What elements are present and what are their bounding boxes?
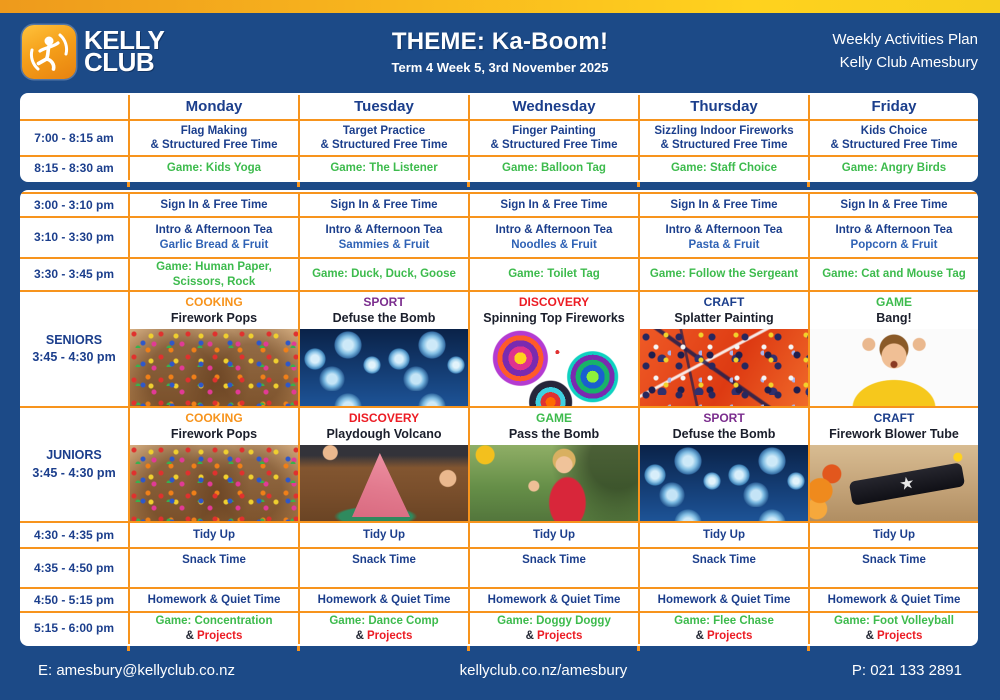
morning-table	[20, 93, 978, 182]
homework-cell: Homework & Quiet Time	[808, 587, 978, 611]
schedule-cell: Sizzling Indoor Fireworks & Structured Free Time	[638, 119, 808, 155]
website-url: kellyclub.co.nz/amesbury	[459, 662, 628, 679]
activity-cell: GAME Bang!	[808, 290, 978, 406]
schedule-cell: Kids Choice & Structured Free Time	[808, 119, 978, 155]
tidy-cell: Tidy Up	[638, 521, 808, 547]
homework-cell: Homework & Quiet Time	[638, 587, 808, 611]
afternoon-table-wrap	[20, 190, 978, 646]
activity-cell: CRAFT Firework Blower Tube ★	[808, 406, 978, 521]
game-cell: Game: Toilet Tag	[468, 257, 638, 290]
time-label: 7:00 - 8:15 am	[20, 119, 128, 155]
evening-game-cell: Game: Flee Chase & Projects	[638, 611, 808, 644]
plan-title: Weekly Activities Plan	[832, 31, 978, 48]
tidy-cell: Tidy Up	[808, 521, 978, 547]
theme-block	[391, 28, 608, 75]
activity-cell: COOKING Firework Pops	[128, 406, 298, 521]
game-cell: Game: Kids Yoga	[128, 155, 298, 180]
contact-phone: P: 021 133 2891	[851, 662, 962, 679]
game-cell: Game: Duck, Duck, Goose	[298, 257, 468, 290]
activity-cell: SPORT Defuse the Bomb	[638, 406, 808, 521]
firework-pops-photo	[130, 445, 298, 521]
activity-cell: DISCOVERY Playdough Volcano	[298, 406, 468, 521]
time-label: 3:30 - 3:45 pm	[20, 257, 128, 290]
blower-tube-photo	[810, 445, 978, 521]
seniors-label: SENIORS 3:45 - 4:30 pm	[20, 290, 128, 406]
blue-balloons-photo	[300, 329, 468, 406]
snack-cell: Snack Time	[128, 547, 298, 587]
evening-game-cell: Game: Doggy Doggy & Projects	[468, 611, 638, 644]
game-cell: Game: Follow the Sergeant	[638, 257, 808, 290]
spinning-tops-photo	[470, 329, 638, 406]
schedule-cell: Finger Painting & Structured Free Time	[468, 119, 638, 155]
page-footer	[38, 662, 962, 679]
theme-title: THEME: Ka-Boom!	[391, 28, 609, 55]
tea-cell: Intro & Afternoon Tea Popcorn & Fruit	[808, 216, 978, 257]
signin-cell: Sign In & Free Time	[128, 192, 298, 216]
time-label: 8:15 - 8:30 am	[20, 155, 128, 180]
game-cell: Game: Human Paper, Scissors, Rock	[128, 257, 298, 290]
signin-cell: Sign In & Free Time	[808, 192, 978, 216]
evening-game-cell: Game: Concentration & Projects	[128, 611, 298, 644]
game-cell: Game: Cat and Mouse Tag	[808, 257, 978, 290]
top-gradient-bar	[0, 0, 1000, 13]
time-label: 4:50 - 5:15 pm	[20, 587, 128, 611]
tea-cell: Intro & Afternoon Tea Noodles & Fruit	[468, 216, 638, 257]
time-label: 4:30 - 4:35 pm	[20, 521, 128, 547]
activity-cell: SPORT Defuse the Bomb	[298, 290, 468, 406]
kelly-club-logo-icon	[22, 25, 76, 79]
tidy-cell: Tidy Up	[468, 521, 638, 547]
firework-pops-photo	[130, 329, 298, 406]
blue-balloons-photo	[640, 445, 808, 521]
snack-cell: Snack Time	[298, 547, 468, 587]
juniors-label: JUNIORS 3:45 - 4:30 pm	[20, 406, 128, 521]
activity-cell: DISCOVERY Spinning Top Fireworks	[468, 290, 638, 406]
snack-cell: Snack Time	[468, 547, 638, 587]
signin-cell: Sign In & Free Time	[468, 192, 638, 216]
splatter-paint-photo	[640, 329, 808, 406]
day-header-thursday: Thursday	[638, 95, 808, 119]
game-cell: Game: The Listener	[298, 155, 468, 180]
girl-catching-ball-photo	[470, 445, 638, 521]
activity-cell: CRAFT Splatter Painting	[638, 290, 808, 406]
theme-subtitle: Term 4 Week 5, 3rd November 2025	[391, 60, 609, 75]
time-label: 4:35 - 4:50 pm	[20, 547, 128, 587]
day-header-monday: Monday	[128, 95, 298, 119]
morning-table-wrap	[20, 93, 978, 182]
time-label: 3:10 - 3:30 pm	[20, 216, 128, 257]
kelly-club-wordmark: KELLY CLUB	[84, 25, 165, 77]
tidy-cell: Tidy Up	[298, 521, 468, 547]
playdough-volcano-photo	[300, 445, 468, 521]
activity-cell: COOKING Firework Pops	[128, 290, 298, 406]
page-header	[0, 13, 1000, 90]
game-cell: Game: Balloon Tag	[468, 155, 638, 180]
activity-cell: GAME Pass the Bomb	[468, 406, 638, 521]
surprised-boy-photo	[810, 329, 978, 406]
day-header-wednesday: Wednesday	[468, 95, 638, 119]
signin-cell: Sign In & Free Time	[298, 192, 468, 216]
club-location: Kelly Club Amesbury	[839, 53, 978, 71]
snack-cell: Snack Time	[808, 547, 978, 587]
evening-game-cell: Game: Dance Comp & Projects	[298, 611, 468, 644]
day-header-tuesday: Tuesday	[298, 95, 468, 119]
signin-cell: Sign In & Free Time	[638, 192, 808, 216]
schedule-cell: Flag Making & Structured Free Time	[128, 119, 298, 155]
contact-email: E: amesbury@kellyclub.co.nz	[38, 662, 235, 679]
tea-cell: Intro & Afternoon Tea Pasta & Fruit	[638, 216, 808, 257]
day-header-friday: Friday	[808, 95, 978, 119]
game-cell: Game: Staff Choice	[638, 155, 808, 180]
homework-cell: Homework & Quiet Time	[298, 587, 468, 611]
tea-cell: Intro & Afternoon Tea Sammies & Fruit	[298, 216, 468, 257]
corner-cell	[20, 95, 128, 119]
time-label: 3:00 - 3:10 pm	[20, 192, 128, 216]
snack-cell: Snack Time	[638, 547, 808, 587]
plan-info	[832, 29, 978, 74]
homework-cell: Homework & Quiet Time	[128, 587, 298, 611]
homework-cell: Homework & Quiet Time	[468, 587, 638, 611]
schedule-cell: Target Practice & Structured Free Time	[298, 119, 468, 155]
game-cell: Game: Angry Birds	[808, 155, 978, 180]
evening-game-cell: Game: Foot Volleyball & Projects	[808, 611, 978, 644]
tidy-cell: Tidy Up	[128, 521, 298, 547]
kelly-club-logo	[22, 25, 164, 79]
time-label: 5:15 - 6:00 pm	[20, 611, 128, 644]
tea-cell: Intro & Afternoon Tea Garlic Bread & Fruit	[128, 216, 298, 257]
afternoon-table	[20, 190, 978, 646]
